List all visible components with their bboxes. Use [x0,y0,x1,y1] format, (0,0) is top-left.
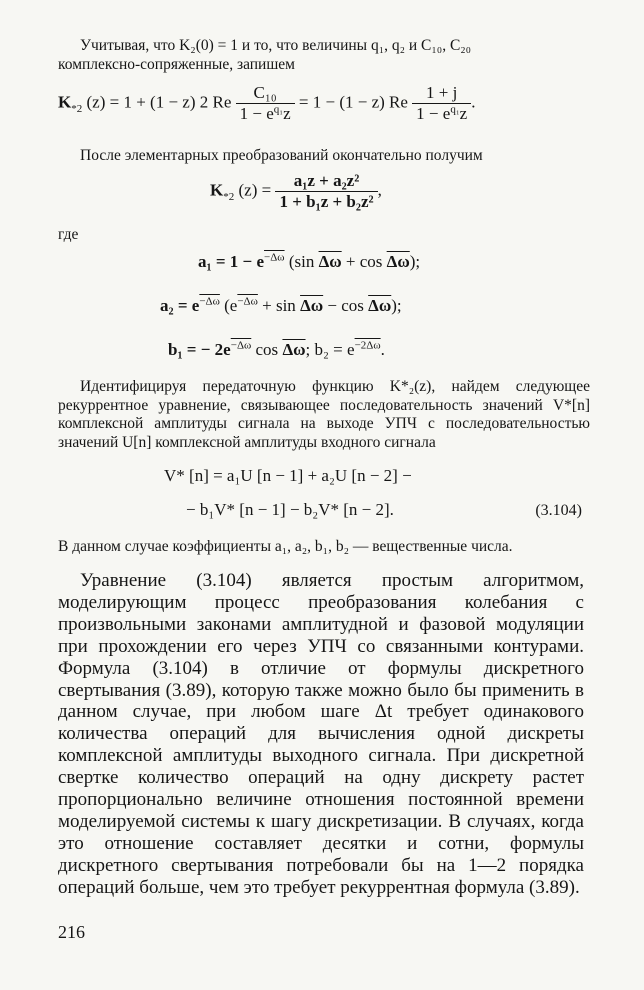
b2-tail: . [380,340,385,359]
equation-number: (3.104) [535,502,582,519]
eq1-frac2-den [412,104,471,123]
main-paragraph [58,570,584,899]
a1-sup: −Δω [264,251,285,264]
a1-tail-1: (sin [284,252,319,271]
eq1-frac1-den [236,104,295,123]
intro-line-1: Учитывая, что K₂(0) = 1 и то, что величины q₁, q₂ и C₁₀, C₂₀ [80,37,472,54]
eq2-lhs-arg: (z) = [238,180,272,200]
a1-lhs: a₁ = 1 − e [198,252,265,271]
a1-tail-2: + cos [341,252,387,271]
page-number: 216 [58,922,85,942]
eq1-frac2-den-base: 1 − e [416,104,451,123]
eq1-lhs-sub: *2 [71,102,83,115]
after-elementary-text: После элементарных преобразований окончательно получим [80,147,483,164]
equation-3104-line-1: V* [n] = a₁U [n − 1] + a₂U [n − 2] − [164,466,412,485]
a2-tail-4: ); [391,296,402,315]
b1-tail-1: cos [251,340,283,359]
eq2-num: a₁z + a₂z² [275,172,377,192]
equation-3104-line-2: − b₁V* [n − 1] − b₂V* [n − 2]. [186,500,394,519]
b1-dw: $\overline{\Delta\omega}$ [282,340,306,359]
eq1-fraction-2 [412,84,471,123]
eq1-frac1-den-base: 1 − e [239,104,274,123]
a2-tail-3: − cos [323,296,369,315]
intro-paragraph [58,36,590,74]
eq1-frac2-num: 1 + j [412,84,471,104]
a1-dw-2: $\overline{\Delta\omega}$ [386,252,410,271]
equation-b1-b2 [168,340,385,360]
coefficients-note: В данном случае коэффициенты a₁, a₂, b₁, b₂ — вещественные числа. [58,538,513,555]
after-elementary-line [58,146,590,165]
b1-tail-2: ; b₂ = e [305,340,355,359]
a2-sup: −Δω [199,295,220,308]
b2-sup: −2Δω [354,339,381,352]
eq1-frac2-den-sup: q₁ [450,103,460,116]
main-paragraph-text: Уравнение (3.104) является простым алгоритмом, моделирующим процесс преобразования колебания с произвольными законами амплитудной и фазовой модуляции при прохождении его через УПЧ со связанными контурами. Формула (3.104) в отличие от формулы дискретного свертывания (3.89), которую также можно было бы применить в данном случае, при любом шаге Δt требует одинакового количества операций для вычисления одной дискреты комплексной амплитуды выходного сигнала. При дискретной свертке количество операций на одну дискрету растет пропорционально величине отношения постоянной времени моделируемой системы к шагу дискретизации. В случаях, когда это отношение составляет десятки и сотни, формулы дискретного свертывания потребовали бы на 1—2 порядка операций больше, чем это требует рекуррентная формула (3.89). [58,570,584,898]
a1-tail-3: ); [409,252,421,271]
a2-dw-2: $\overline{\Delta\omega}$ [368,296,392,315]
b1-sup: −Δω [230,339,252,352]
eq1-end: . [471,92,476,112]
eq1-fraction-1 [236,84,295,123]
eq1-frac1-den-tail: z [283,104,291,123]
identify-paragraph: Идентифицируя передаточную функцию K*₂(z), найдем следующее рекуррентное уравнение, связывающее последовательность значений V*[n] комплексной амплитуды сигнала на выходе УПЧ с последовательностью значений U[n] комплексной амплитуды входного сигнала [58,378,590,451]
equation-1 [58,84,475,123]
eq1-mid: = 1 − (1 − z) Re [298,92,408,112]
a2-dw-1: $\overline{\Delta\omega}$ [300,296,324,315]
eq1-lhs-arg: (z) = 1 + (1 − z) 2 Re [86,92,232,112]
where-label: где [58,226,79,243]
eq2-fraction [275,172,377,211]
eq1-lhs: K [58,92,72,112]
a2-lhs: a₂ = e [160,296,200,315]
eq1-frac2-den-tail: z [459,104,468,123]
eq2-den: 1 + b₁z + b₂z² [279,192,374,211]
equation-a2 [160,296,402,316]
eq1-frac1-den-sup: q₁ [273,103,284,116]
eq2-lhs: K [210,180,224,200]
intro-line-2: комплексно-сопряженные, запишем [58,56,295,73]
equation-a1 [198,252,420,272]
a1-dw-1: $\overline{\Delta\omega}$ [318,252,342,271]
a2-tail-1: (e [219,296,238,315]
eq1-frac1-num: C₁₀ [236,84,295,104]
a2-tail-2: + sin [257,296,301,315]
a2-sup-2: −Δω [237,295,258,308]
b1-lhs: b₁ = − 2e [168,340,231,359]
eq2-lhs-sub: *2 [223,190,235,203]
equation-2 [210,172,382,211]
eq2-end: , [377,180,382,200]
